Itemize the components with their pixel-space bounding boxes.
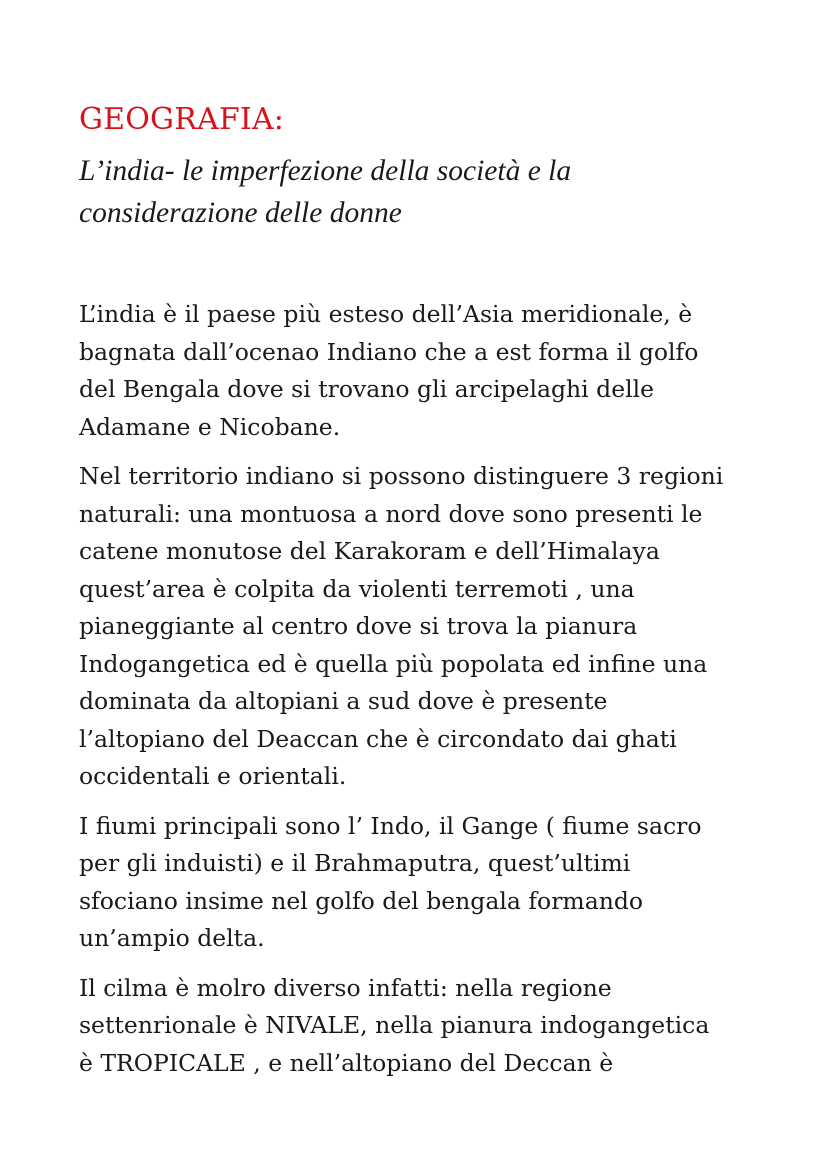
document-page [79,96,759,1094]
paragraph-climate: Il cilma è molro diverso infatti: nella regione settenrionale è NIVALE, nella pianura indogangetica è TROPICALE , e nell’altopiano del Deccan è [79,973,710,1077]
paragraph-rivers: I fiumi principali sono l’ Indo, il Gange ( fiume sacro per gli induisti) e il Brahmaputra, quest’ultimi sfociano insime nel golfo del bengala formando un’ampio delta. [79,811,702,952]
document-subtitle: L’india- le imperfezione della società e la considerazione delle donne [79,155,572,229]
section-heading: GEOGRAFIA: [79,102,285,137]
paragraph-regions: Nel territorio indiano si possono distinguere 3 regioni naturali: una montuosa a nord dove sono presenti le catene monutose del Karakoram e dell’Himalaya quest’area è colpita da violenti terremoti , una pianeggiante al centro dove si trova la pianura Indogangetica ed è quella più popolata ed infine una dominata da altopiani a sud dove è presente l’altopiano del Deaccan che è circondato dai ghati occidentali e orientali. [79,462,724,790]
paragraph-intro: L’india è il paese più esteso dell’Asia meridionale, è bagnata dall’ocenao Indiano che a est forma il golfo del Bengala dove si trovano gli arcipelaghi delle Adamane e Nicobane. [79,300,699,441]
body-text [79,296,759,1082]
